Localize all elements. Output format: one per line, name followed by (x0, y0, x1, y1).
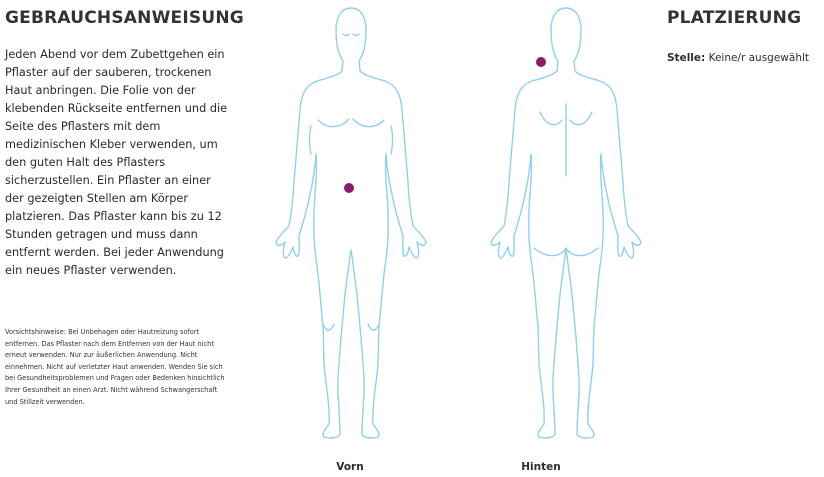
back-neck-placement-marker[interactable] (536, 57, 546, 67)
instructions-text: Jeden Abend vor dem Zubettgehen ein Pflaster auf der sauberen, trockenen Haut anbringen. Die Folie von der klebenden Rückseite entfernen und die Seite des Pflasters mit dem medizinischen Kleber verwenden, um den guten Halt des Pflasters sicherzustellen. Ein Pflaster an einer der gezeigten Stellen am Körper platzieren. Das Pflaster kann bis zu 12 Stunden getragen und muss dann entfernt werden. Bei jeder Anwendung ein neues Pflaster verwenden. (5, 48, 228, 277)
front-figure-label: Vorn (336, 461, 364, 473)
front-face-eyes (343, 34, 359, 36)
back-figure-label: Hinten (521, 461, 561, 473)
front-chest-contour (318, 119, 384, 127)
back-body-outline (491, 8, 641, 438)
back-body-figure (478, 4, 654, 444)
front-body-figure (263, 4, 439, 444)
placement-status-value: Keine/r ausgewählt (708, 52, 810, 64)
front-abdomen-placement-marker[interactable] (344, 183, 354, 193)
placement-title: PLATZIERUNG (667, 8, 802, 28)
placement-status-label: Stelle: (667, 52, 706, 64)
placement-status (667, 52, 809, 64)
warning-text: Vorsichtshinweise: Bei Unbehagen oder Hautreizung sofort entfernen. Das Pflaster nach dem Entfernen von der Haut nicht erneut verwenden. Nur zur äußerlichen Anwendung. Nicht einnehmen. Nicht auf verletzter Haut anwenden. Wenden Sie sich bei Gesundheitsproblemen und Fragen oder Bedenken hinsichtlich Ihrer Gesundheit an einen Arzt. Nicht während Schwangerschaft und Stillzeit verwenden. (5, 328, 225, 406)
front-arm-contour (310, 126, 393, 154)
front-knee-contour (323, 324, 379, 330)
instructions-title: GEBRAUCHSANWEISUNG (5, 8, 244, 28)
front-body-outline (276, 8, 426, 438)
